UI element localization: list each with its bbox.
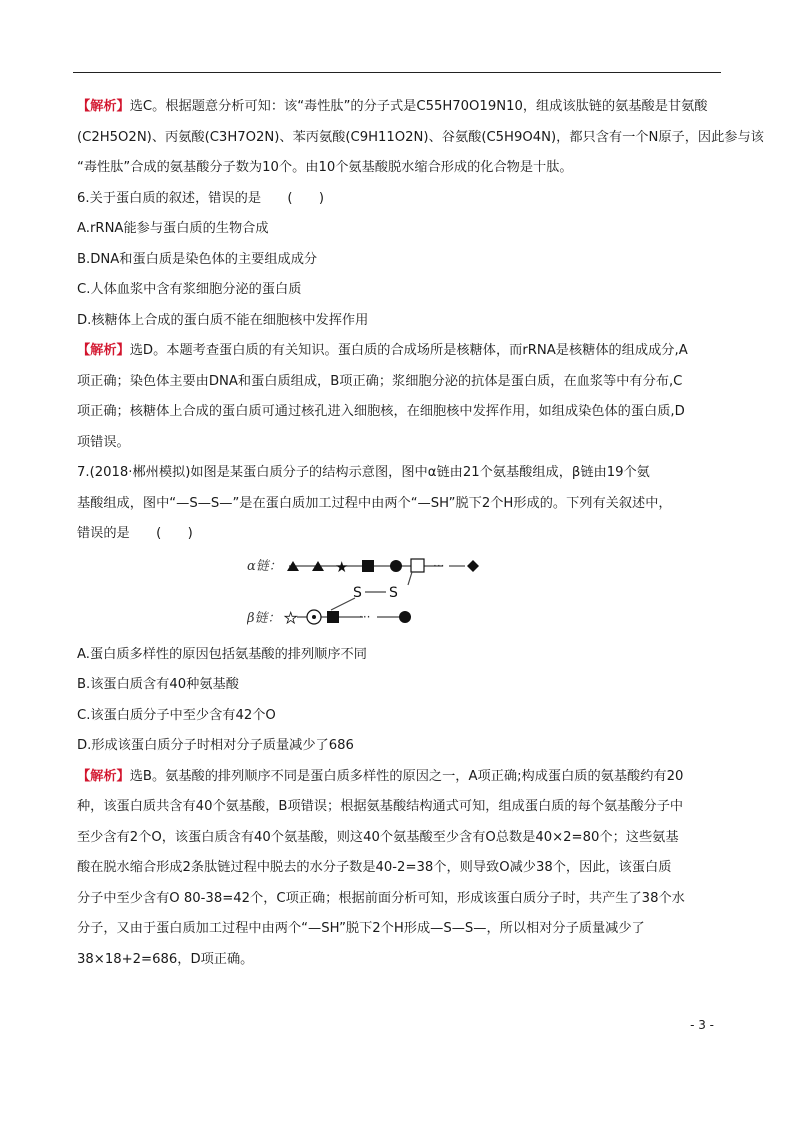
square-residue — [327, 611, 339, 623]
protein-chain-svg — [247, 552, 557, 636]
star-residue: ★ — [335, 557, 349, 576]
q5-analysis-text-1: 选C。根据题意分析可知：该“毒性肽”的分子式是C55H70O19N10，组成该肽链的氨基酸是甘氨酸 — [129, 99, 708, 114]
q6-option-a: A.rRNA能参与蛋白质的生物合成 — [77, 221, 269, 236]
analysis-label: 【解析】 — [77, 343, 130, 358]
q7-option-d: D.形成该蛋白质分子时相对分子质量减少了686 — [77, 738, 354, 753]
q6-option-d: D.核糖体上合成的蛋白质不能在细胞核中发挥作用 — [77, 312, 369, 328]
dotted-circle-center — [312, 615, 316, 619]
circle-residue — [390, 560, 402, 572]
q6-analysis-line-4: 项错误。 — [77, 434, 130, 450]
q7-analysis-line-1 — [77, 762, 717, 793]
open-square-residue — [411, 559, 424, 572]
beta-ellipsis: ··· — [359, 609, 371, 624]
q5-analysis-line-3: “毒性肽”合成的氨基酸分子数为10个。由10个氨基酸脱水缩合形成的化合物是十肽。 — [77, 160, 573, 175]
q7-option-a: A.蛋白质多样性的原因包括氨基酸的排列顺序不同 — [77, 646, 367, 662]
protein-structure-diagram — [77, 550, 717, 640]
alpha-ellipsis: ··· — [433, 558, 445, 573]
q7-option-b: B.该蛋白质含有40种氨基酸 — [77, 677, 239, 692]
q7-stem-line-2: 基酸组成，图中“—S—S—”是在蛋白质加工过程中由两个“—SH”脱下2个H形成的。下列有关叙述中， — [77, 495, 672, 511]
document-page — [77, 92, 764, 975]
square-residue — [362, 560, 374, 572]
open-star-residue: ★ — [284, 608, 298, 627]
analysis-label: 【解析】 — [77, 99, 130, 114]
header-rule — [73, 72, 721, 73]
page-number: - 3 - — [690, 1018, 714, 1032]
q7-option-c: C.该蛋白质分子中至少含有42个O — [77, 707, 276, 723]
circle-residue — [399, 611, 411, 623]
sulfur-left: S — [353, 584, 362, 601]
q7-analysis-text-1: 选B。氨基酸的排列顺序不同是蛋白质多样性的原因之一，A项正确;构成蛋白质的氨基酸约有20 — [129, 768, 684, 784]
diamond-residue — [467, 560, 479, 572]
q7-analysis-line-2: 种，该蛋白质共含有40个氨基酸，B项错误；根据氨基酸结构通式可知，组成蛋白质的每个氨基酸分子中 — [77, 799, 684, 814]
q5-analysis-line-2: (C2H5O2N)、丙氨酸(C3H7O2N)、苯丙氨酸(C9H11O2N)、谷氨酸(C5H9O4N)，都只含有一个N原子，因此参与该 — [77, 129, 764, 145]
q7-analysis-line-5: 分子中至少含有O 80-38=42个，C项正确；根据前面分析可知，形成该蛋白质分子时，共产生了38个水 — [77, 890, 685, 906]
q6-stem: 6.关于蛋白质的叙述，错误的是 ( ) — [77, 190, 325, 206]
q7-analysis-line-7: 38×18+2=686，D项正确。 — [77, 951, 254, 967]
sulfur-right: S — [389, 584, 398, 601]
q6-analysis-line-3: 项正确；核糖体上合成的蛋白质可通过核孔进入细胞核，在细胞核中发挥作用，如组成染色体的蛋白质,D — [77, 404, 685, 419]
q7-analysis-line-3: 至少含有2个O，该蛋白质含有40个氨基酸，则这40个氨基酸至少含有O总数是40×2=80个；这些氨基 — [77, 829, 679, 845]
q6-analysis-text-1: 选D。本题考查蛋白质的有关知识。蛋白质的合成场所是核糖体，而rRNA是核糖体的组成成分,A — [129, 343, 688, 358]
q5-analysis-line-1 — [77, 92, 717, 123]
beta-chain-label: β链： — [247, 610, 281, 626]
q7-stem-line-3: 错误的是 ( ) — [77, 526, 193, 541]
q6-option-c: C.人体血浆中含有浆细胞分泌的蛋白质 — [77, 282, 302, 297]
q7-stem-line-1: 7.(2018·郴州模拟)如图是某蛋白质分子的结构示意图，图中α链由21个氨基酸组成，β链由19个氨 — [77, 465, 650, 480]
q7-analysis-line-4: 酸在脱水缩合形成2条肽链过程中脱去的水分子数是40-2=38个，则导致O减少38个，因此，该蛋白质 — [77, 860, 672, 875]
q7-analysis-line-6: 分子，又由于蛋白质加工过程中由两个“—SH”脱下2个H形成—S—S—，所以相对分子质量减少了 — [77, 921, 645, 936]
disulfide-bond-right — [408, 572, 412, 585]
analysis-label: 【解析】 — [77, 768, 130, 784]
q6-analysis-line-1 — [77, 336, 717, 367]
alpha-chain-label: α链： — [247, 558, 282, 574]
q6-analysis-line-2: 项正确；染色体主要由DNA和蛋白质组成，B项正确；浆细胞分泌的抗体是蛋白质，在血浆等中有分布,C — [77, 373, 683, 389]
q6-option-b: B.DNA和蛋白质是染色体的主要组成成分 — [77, 251, 318, 267]
disulfide-bond-left — [331, 598, 355, 610]
